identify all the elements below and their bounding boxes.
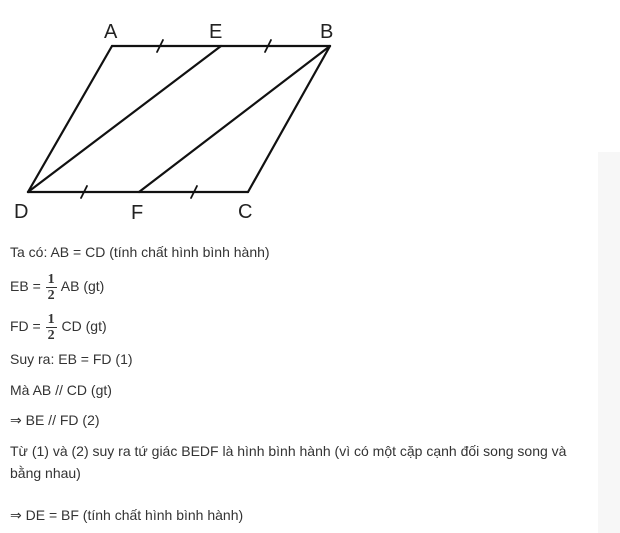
segment-bf (139, 46, 330, 192)
proof-line-3-lhs: FD = (10, 318, 41, 335)
side-ad (28, 46, 112, 192)
proof-line-4: Suy ra: EB = FD (1) (10, 351, 133, 367)
parallelogram-figure (0, 0, 360, 230)
fraction-denominator: 2 (47, 288, 55, 303)
side-bc (248, 46, 330, 192)
proof-line-3 (10, 312, 107, 343)
proof-line-5: Mà AB // CD (gt) (10, 382, 112, 398)
proof-line-8: ⇒ DE = BF (tính chất hình bình hành) (10, 507, 244, 523)
vertex-label-a: A (104, 21, 118, 43)
proof-line-7: Từ (1) và (2) suy ra tứ giác BEDF là hình bình hành (vì có một cặp cạnh đối song song và bằng nhau) (10, 443, 567, 481)
proof-line-2-rhs: AB (gt) (60, 278, 105, 295)
vertex-label-b: B (320, 21, 334, 43)
fraction-one-half (46, 312, 57, 343)
vertex-label-d: D (14, 201, 29, 223)
fraction-numerator: 1 (47, 312, 55, 327)
vertex-label-e: E (209, 21, 223, 43)
fraction-one-half (46, 272, 57, 303)
right-side-strip (598, 152, 620, 533)
proof-line-6: ⇒ BE // FD (2) (10, 412, 100, 428)
proof-line-1: Ta có: AB = CD (tính chất hình bình hành) (10, 244, 270, 260)
vertex-label-f: F (131, 202, 144, 224)
proof-line-3-rhs: CD (gt) (61, 318, 107, 335)
segment-de (28, 46, 221, 192)
fraction-numerator: 1 (47, 272, 55, 287)
vertex-label-c: C (238, 201, 253, 223)
proof-line-2 (10, 272, 104, 303)
proof-line-2-lhs: EB = (10, 278, 41, 295)
fraction-denominator: 2 (47, 328, 55, 343)
